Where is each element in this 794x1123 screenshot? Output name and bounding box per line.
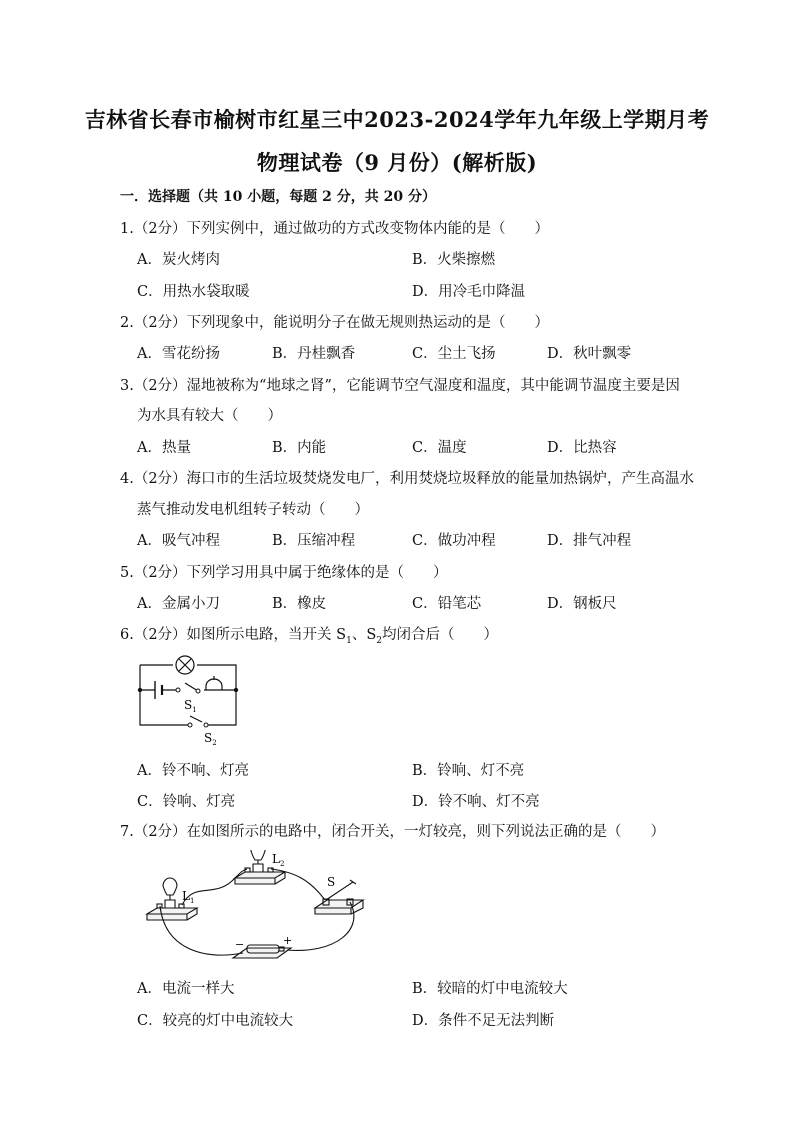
q6-s2-subscript: 2 [376,635,383,646]
q5-option-c: C．铅笔芯 [412,596,482,612]
q3-stem-line-1: 3.（2分）湿地被称为“地球之肾”，它能调节空气湿度和温度，其中能调节温度主要是因 [120,378,680,394]
q2-stem: 2.（2分）下列现象中，能说明分子在做无规则热运动的是（ ） [120,315,550,331]
q7-option-c: C．较亮的灯中电流较大 [137,1013,294,1029]
q5-option-b: B．橡皮 [272,596,327,612]
q6-stem-separator: 、S [351,627,377,643]
q6-circuit-figure [130,648,250,752]
q6-stem [120,623,498,646]
q7-fig-label-plus: + [283,934,293,947]
q1-option-b: B．火柴擦燃 [412,252,496,268]
q6-option-b: B．铃响、灯不亮 [412,763,525,779]
q7-stem: 7.（2分）在如图所示的电路中，闭合开关，一灯较亮，则下列说法正确的是（ ） [120,824,666,840]
q4-option-c: C．做功冲程 [412,533,496,549]
q5-stem: 5.（2分）下列学习用具中属于绝缘体的是（ ） [120,565,448,581]
q4-option-a: A．吸气冲程 [137,533,220,549]
q7-switch-board [315,900,363,914]
q1-option-a: A．炭火烤肉 [137,252,220,268]
q7-l1-board [147,908,197,920]
q7-option-a: A．电流一样大 [137,981,235,997]
q7-option-d: D．条件不足无法判断 [412,1013,555,1029]
q3-option-d: D．比热容 [547,440,617,456]
q6-electric-bell [204,676,236,690]
q6-fig-label-s1: $S_1$ [184,698,197,714]
q7-fig-label-l2: $L_2$ [272,852,285,868]
q3-stem-line-2: 为水具有较大（ ） [137,408,282,424]
q1-option-d: D．用冷毛巾降温 [412,284,526,300]
q6-s1-subscript: 1 [346,635,352,646]
q1-option-c: C．用热水袋取暖 [137,284,250,300]
q7-fig-label-s: S [327,875,336,889]
title-line-1: 吉林省长春市榆树市红星三中2023-2024学年九年级上学期月考 [84,107,710,132]
q6-stem-prefix: 6.（2分）如图所示电路，当开关 S [120,627,347,643]
q7-l2-bulb [251,850,265,872]
q1-stem: 1.（2分）下列实例中，通过做功的方式改变物体内能的是（ ） [120,221,550,237]
q6-option-a: A．铃不响、灯亮 [137,763,249,779]
q3-option-c: C．温度 [412,440,467,456]
q5-option-a: A．金属小刀 [137,596,220,612]
q6-option-d: D．铃不响、灯不亮 [412,794,540,810]
q2-option-b: B．丹桂飘香 [272,346,356,362]
title-line-2: 物理试卷（9 月份）(解析版) [256,150,538,175]
q6-option-c: C．铃响、灯亮 [137,794,236,810]
q3-option-a: A．热量 [137,440,191,456]
q4-stem-line-2: 蒸气推动发电机组转子转动（ ） [137,502,369,518]
q2-option-d: D．秋叶飘零 [547,346,632,362]
q4-option-b: B．压缩冲程 [272,533,356,549]
q7-l2-board [235,872,285,884]
q6-fig-label-s2: $S_2$ [204,731,217,747]
q7-l1-bulb [163,878,177,908]
q3-option-b: B．内能 [272,440,327,456]
q2-option-a: A．雪花纷扬 [137,346,220,362]
q4-option-d: D．排气冲程 [547,533,632,549]
q4-stem-line-1: 4.（2分）海口市的生活垃圾焚烧发电厂，利用焚烧垃圾释放的能量加热锅炉，产生高温水 [120,471,695,487]
q7-circuit-figure [135,850,375,966]
q7-fig-label-l1: $L_1$ [182,889,195,905]
section-heading: 一．选择题（共 10 小题，每题 2 分，共 20 分） [120,189,436,205]
q7-fig-label-minus: − [235,938,245,951]
q6-stem-suffix: 均闭合后（ ） [382,627,499,643]
q5-option-d: D．钢板尺 [547,596,617,612]
q7-option-b: B．较暗的灯中电流较大 [412,981,568,997]
q2-option-c: C．尘土飞扬 [412,346,496,362]
